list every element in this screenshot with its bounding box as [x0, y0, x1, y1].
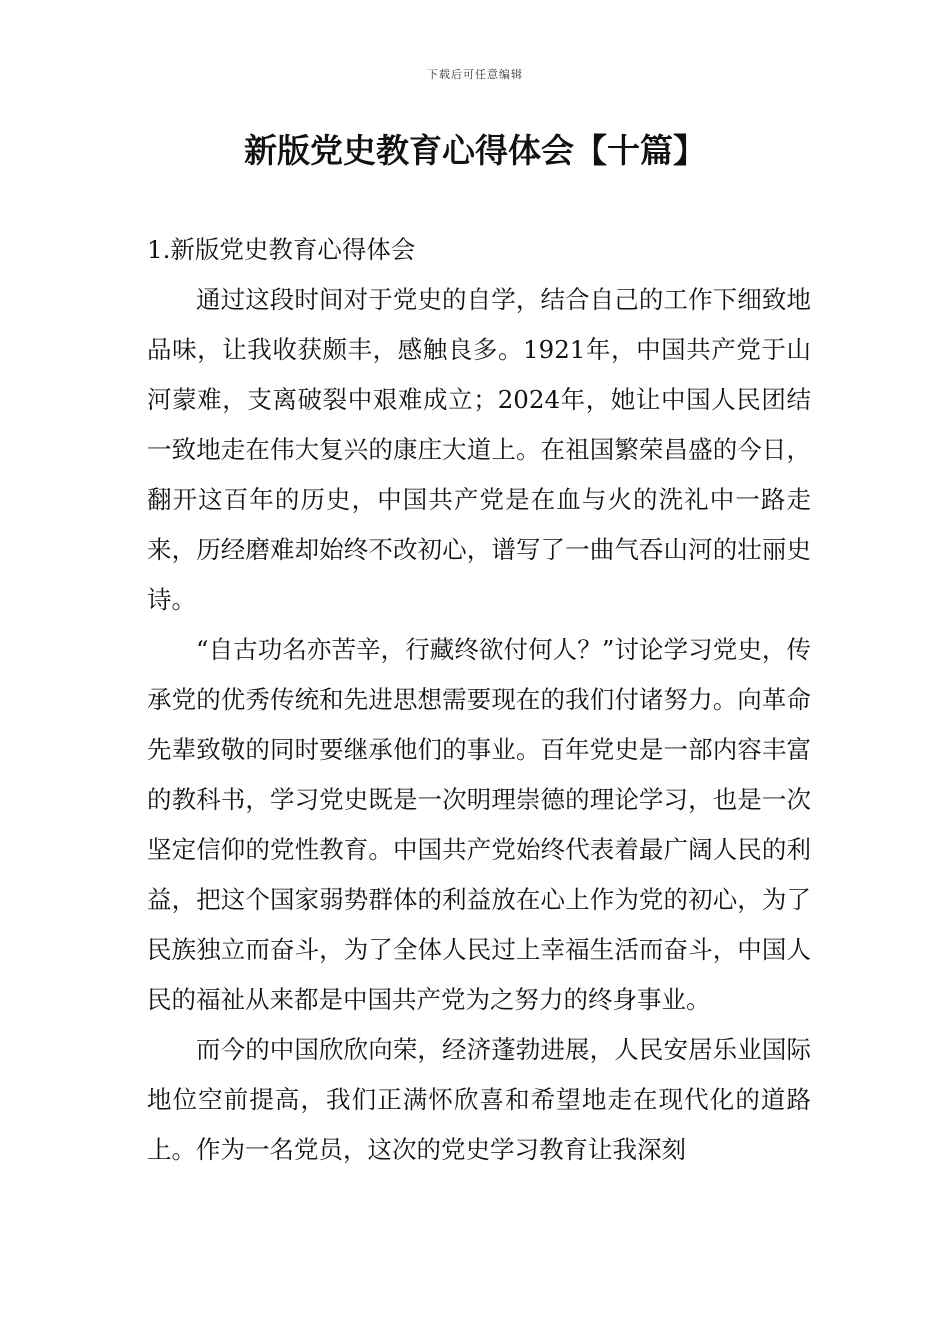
document-body [147, 225, 811, 1175]
header-note: 下载后可任意编辑 [427, 68, 523, 81]
page-title: 新版党史教育心得体会【十篇】 [244, 131, 706, 170]
paragraph-2: “自古功名亦苦辛，行藏终欲付何人？”讨论学习党史，传承党的优秀传统和先进思想需要现在的我们付诸努力。向革命先辈致敬的同时要继承他们的事业。百年党史是一部内容丰富的教科书，学习党史既是一次明理崇德的理论学习，也是一次坚定信仰的党性教育。中国共产党始终代表着最广阔人民的利益，把这个国家弱势群体的利益放在心上作为党的初心，为了民族独立而奋斗，为了全体人民过上幸福生活而奋斗，中国人民的福祉从来都是中国共产党为之努力的终身事业。 [147, 635, 811, 1014]
paragraph-3: 而今的中国欣欣向荣，经济蓬勃进展，人民安居乐业国际地位空前提高，我们正满怀欣喜和希望地走在现代化的道路上。作为一名党员，这次的党史学习教育让我深刻 [147, 1035, 811, 1164]
section-heading: 1.新版党史教育心得体会 [147, 235, 416, 264]
paragraph-1: 通过这段时间对于党史的自学，结合自己的工作下细致地品味，让我收获颇丰，感触良多。1921年，中国共产党于山河蒙难，支离破裂中艰难成立；2024年，她让中国人民团结一致地走在伟大复兴的康庄大道上。在祖国繁荣昌盛的今日，翻开这百年的历史，中国共产党是在血与火的洗礼中一路走来，历经磨难却始终不改初心，谱写了一曲气吞山河的壮丽史诗。 [147, 285, 811, 614]
